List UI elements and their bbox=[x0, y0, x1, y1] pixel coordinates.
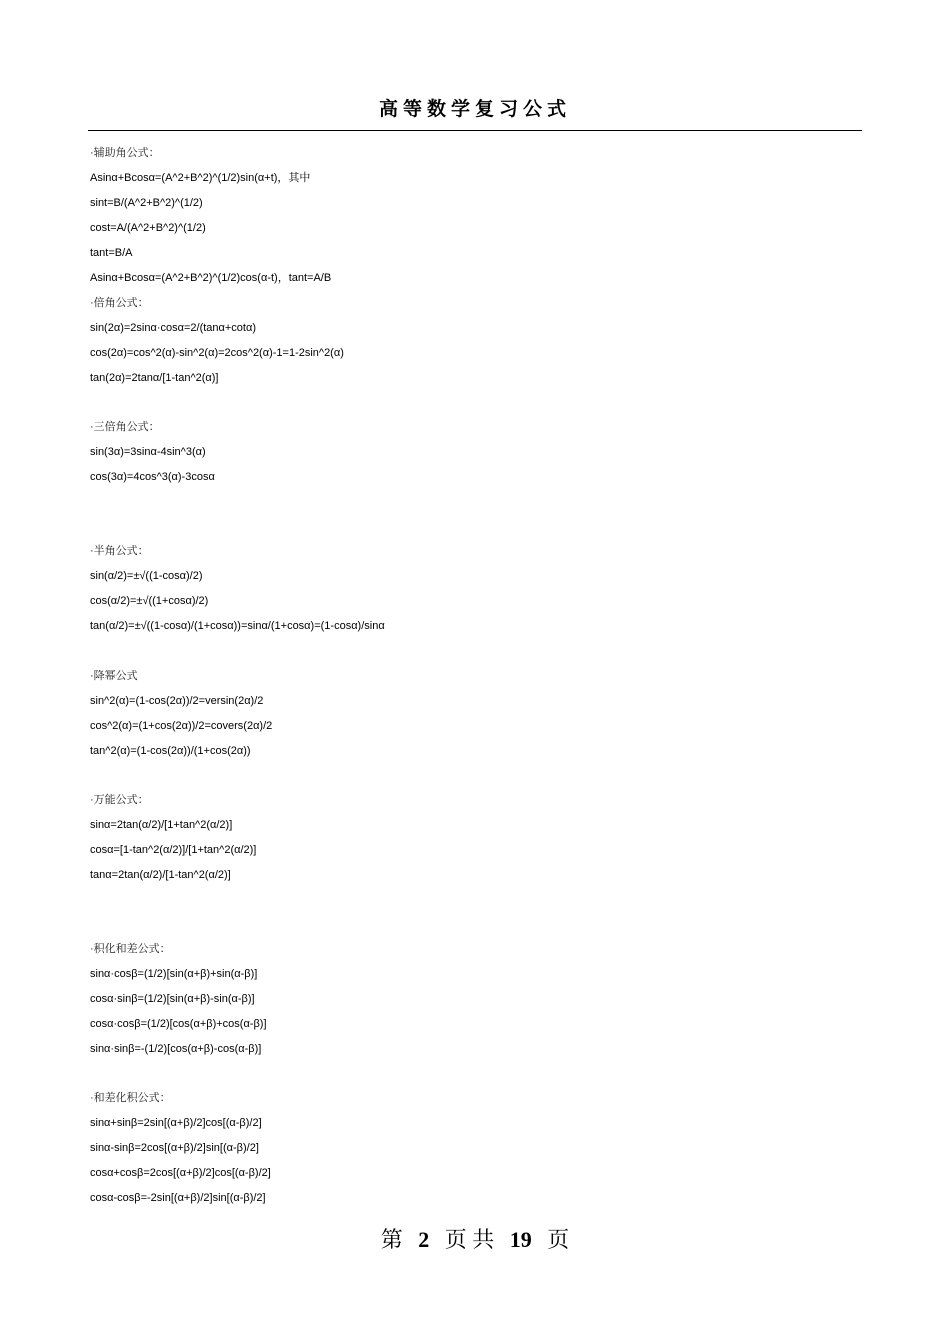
formula-line: sin^2(α)=(1-cos(2α))/2=versin(2α)/2 bbox=[90, 695, 264, 707]
formula-line: cosα=[1-tan^2(α/2)]/[1+tan^2(α/2)] bbox=[90, 844, 257, 856]
formula-line: cosα+cosβ=2cos[(α+β)/2]cos[(α-β)/2] bbox=[90, 1167, 271, 1179]
formula-line: tanα=2tan(α/2)/[1-tan^2(α/2)] bbox=[90, 869, 231, 881]
formula-line: sinα·cosβ=(1/2)[sin(α+β)+sin(α-β)] bbox=[90, 968, 258, 980]
formula-line: cosα-cosβ=-2sin[(α+β)/2]sin[(α-β)/2] bbox=[90, 1192, 266, 1204]
formula-line: sin(α/2)=±√((1-cosα)/2) bbox=[90, 570, 203, 582]
formula-line: cost=A/(A^2+B^2)^(1/2) bbox=[90, 222, 206, 234]
section-heading-auxiliary-angle: ·辅助角公式： bbox=[90, 147, 160, 159]
footer-prefix: 第 bbox=[380, 1227, 403, 1252]
section-heading-triple-angle: ·三倍角公式： bbox=[90, 421, 160, 433]
current-page-number: 2 bbox=[418, 1227, 430, 1252]
formula-line: tan(2α)=2tanα/[1-tan^2(α)] bbox=[90, 372, 219, 384]
section-heading-universal: ·万能公式： bbox=[90, 794, 149, 806]
formula-line: sin(2α)=2sinα·cosα=2/(tanα+cotα) bbox=[90, 322, 256, 334]
formula-line: cos(α/2)=±√((1+cosα)/2) bbox=[90, 595, 209, 607]
formula-line: Asinα+Bcosα=(A^2+B^2)^(1/2)cos(α-t)，tant=A/B bbox=[90, 272, 332, 284]
formula-line: sinα·sinβ=-(1/2)[cos(α+β)-cos(α-β)] bbox=[90, 1043, 262, 1055]
formula-line: tan^2(α)=(1-cos(2α))/(1+cos(2α)) bbox=[90, 745, 251, 757]
formula-line: tant=B/A bbox=[90, 247, 133, 259]
section-heading-product-to-sum: ·积化和差公式： bbox=[90, 943, 171, 955]
section-heading-half-angle: ·半角公式： bbox=[90, 545, 149, 557]
formula-line: sin(3α)=3sinα-4sin^3(α) bbox=[90, 446, 206, 458]
formula-line: cos(3α)=4cos^3(α)-3cosα bbox=[90, 471, 215, 483]
section-heading-sum-to-product: ·和差化积公式： bbox=[90, 1092, 171, 1104]
formula-line: sinα-sinβ=2cos[(α+β)/2]sin[(α-β)/2] bbox=[90, 1142, 259, 1154]
formula-line: cos(2α)=cos^2(α)-sin^2(α)=2cos^2(α)-1=1-2sin^2(α) bbox=[90, 347, 344, 359]
page-footer bbox=[0, 1224, 950, 1256]
formula-line: Asinα+Bcosα=(A^2+B^2)^(1/2)sin(α+t)，其中 bbox=[90, 172, 311, 184]
formula-line: tan(α/2)=±√((1-cosα)/(1+cosα))=sinα/(1+cosα)=(1-cosα)/sinα bbox=[90, 620, 385, 632]
formula-line: cos^2(α)=(1+cos(2α))/2=covers(2α)/2 bbox=[90, 720, 273, 732]
formula-line: cosα·cosβ=(1/2)[cos(α+β)+cos(α-β)] bbox=[90, 1018, 267, 1030]
page-title: 高等数学复习公式 bbox=[378, 98, 571, 120]
formula-line: sint=B/(A^2+B^2)^(1/2) bbox=[90, 197, 203, 209]
section-heading-double-angle: ·倍角公式： bbox=[90, 297, 149, 309]
section-heading-power-reduction: ·降幂公式 bbox=[90, 670, 138, 682]
page-header bbox=[88, 94, 862, 131]
total-pages-number: 19 bbox=[509, 1227, 532, 1252]
formula-line: sinα+sinβ=2sin[(α+β)/2]cos[(α-β)/2] bbox=[90, 1117, 262, 1129]
formula-line: cosα·sinβ=(1/2)[sin(α+β)-sin(α-β)] bbox=[90, 993, 255, 1005]
footer-suffix: 页 bbox=[547, 1227, 570, 1252]
footer-middle: 页 共 bbox=[444, 1227, 495, 1252]
formula-line: sinα=2tan(α/2)/[1+tan^2(α/2)] bbox=[90, 819, 233, 831]
